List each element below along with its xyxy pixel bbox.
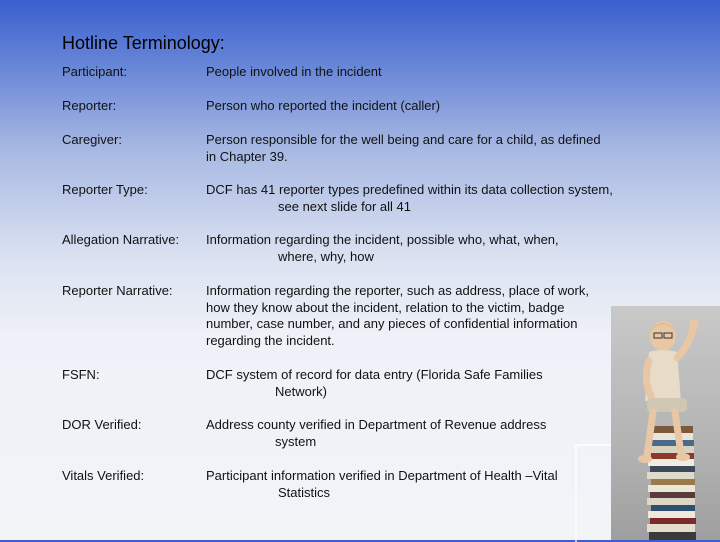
definition-line: system <box>275 433 317 449</box>
definition-line: where, why, how <box>278 248 374 264</box>
definition-line: Person responsible for the well being and care for a child, as defined <box>206 132 601 147</box>
term-label: Participant: <box>62 64 128 79</box>
book-stack <box>647 426 696 540</box>
term-label: Reporter Narrative: <box>62 283 173 298</box>
decorative-frame <box>575 444 613 542</box>
definition-line: DCF has 41 reporter types predefined within its data collection system, <box>206 182 613 197</box>
definition-line: People involved in the incident <box>206 64 382 79</box>
definition-line: Person who reported the incident (caller) <box>206 98 441 113</box>
term-label: DOR Verified: <box>62 417 142 432</box>
definition-line: Network) <box>275 383 328 399</box>
term-label: Reporter: <box>62 98 117 113</box>
definition-line: number, case number, and any pieces of confidential information <box>206 316 578 331</box>
term-label: Vitals Verified: <box>62 468 145 483</box>
definition-line: Participant information verified in Department of Health –Vital <box>206 468 558 483</box>
child-on-books-illustration <box>611 306 720 540</box>
term-label: Allegation Narrative: <box>62 232 180 247</box>
term-definition <box>206 367 646 400</box>
term-label: Caregiver: <box>62 132 122 147</box>
definition-line: Address county verified in Department of Revenue address <box>206 417 547 432</box>
definition-line: in Chapter 39. <box>206 148 288 164</box>
term-definition <box>206 283 646 349</box>
definition-line: Statistics <box>278 484 331 500</box>
definition-line: Information regarding the reporter, such as address, place of work, <box>206 283 589 298</box>
term-label: Reporter Type: <box>62 182 148 197</box>
term-definition <box>206 64 646 81</box>
definition-line: how they know about the incident, relation to the victim, badge <box>206 299 565 315</box>
term-definition <box>206 132 646 165</box>
term-definition <box>206 182 646 215</box>
slide-title: Hotline Terminology: <box>62 33 225 53</box>
definition-line: see next slide for all 41 <box>278 198 411 214</box>
term-label: FSFN: <box>62 367 100 382</box>
definition-line: DCF system of record for data entry (Florida Safe Families <box>206 367 543 382</box>
definition-line: regarding the incident. <box>206 332 335 348</box>
definition-line: Information regarding the incident, possible who, what, when, <box>206 232 559 247</box>
child-on-books-image <box>611 306 720 540</box>
term-definition <box>206 232 646 265</box>
term-definition <box>206 98 646 115</box>
